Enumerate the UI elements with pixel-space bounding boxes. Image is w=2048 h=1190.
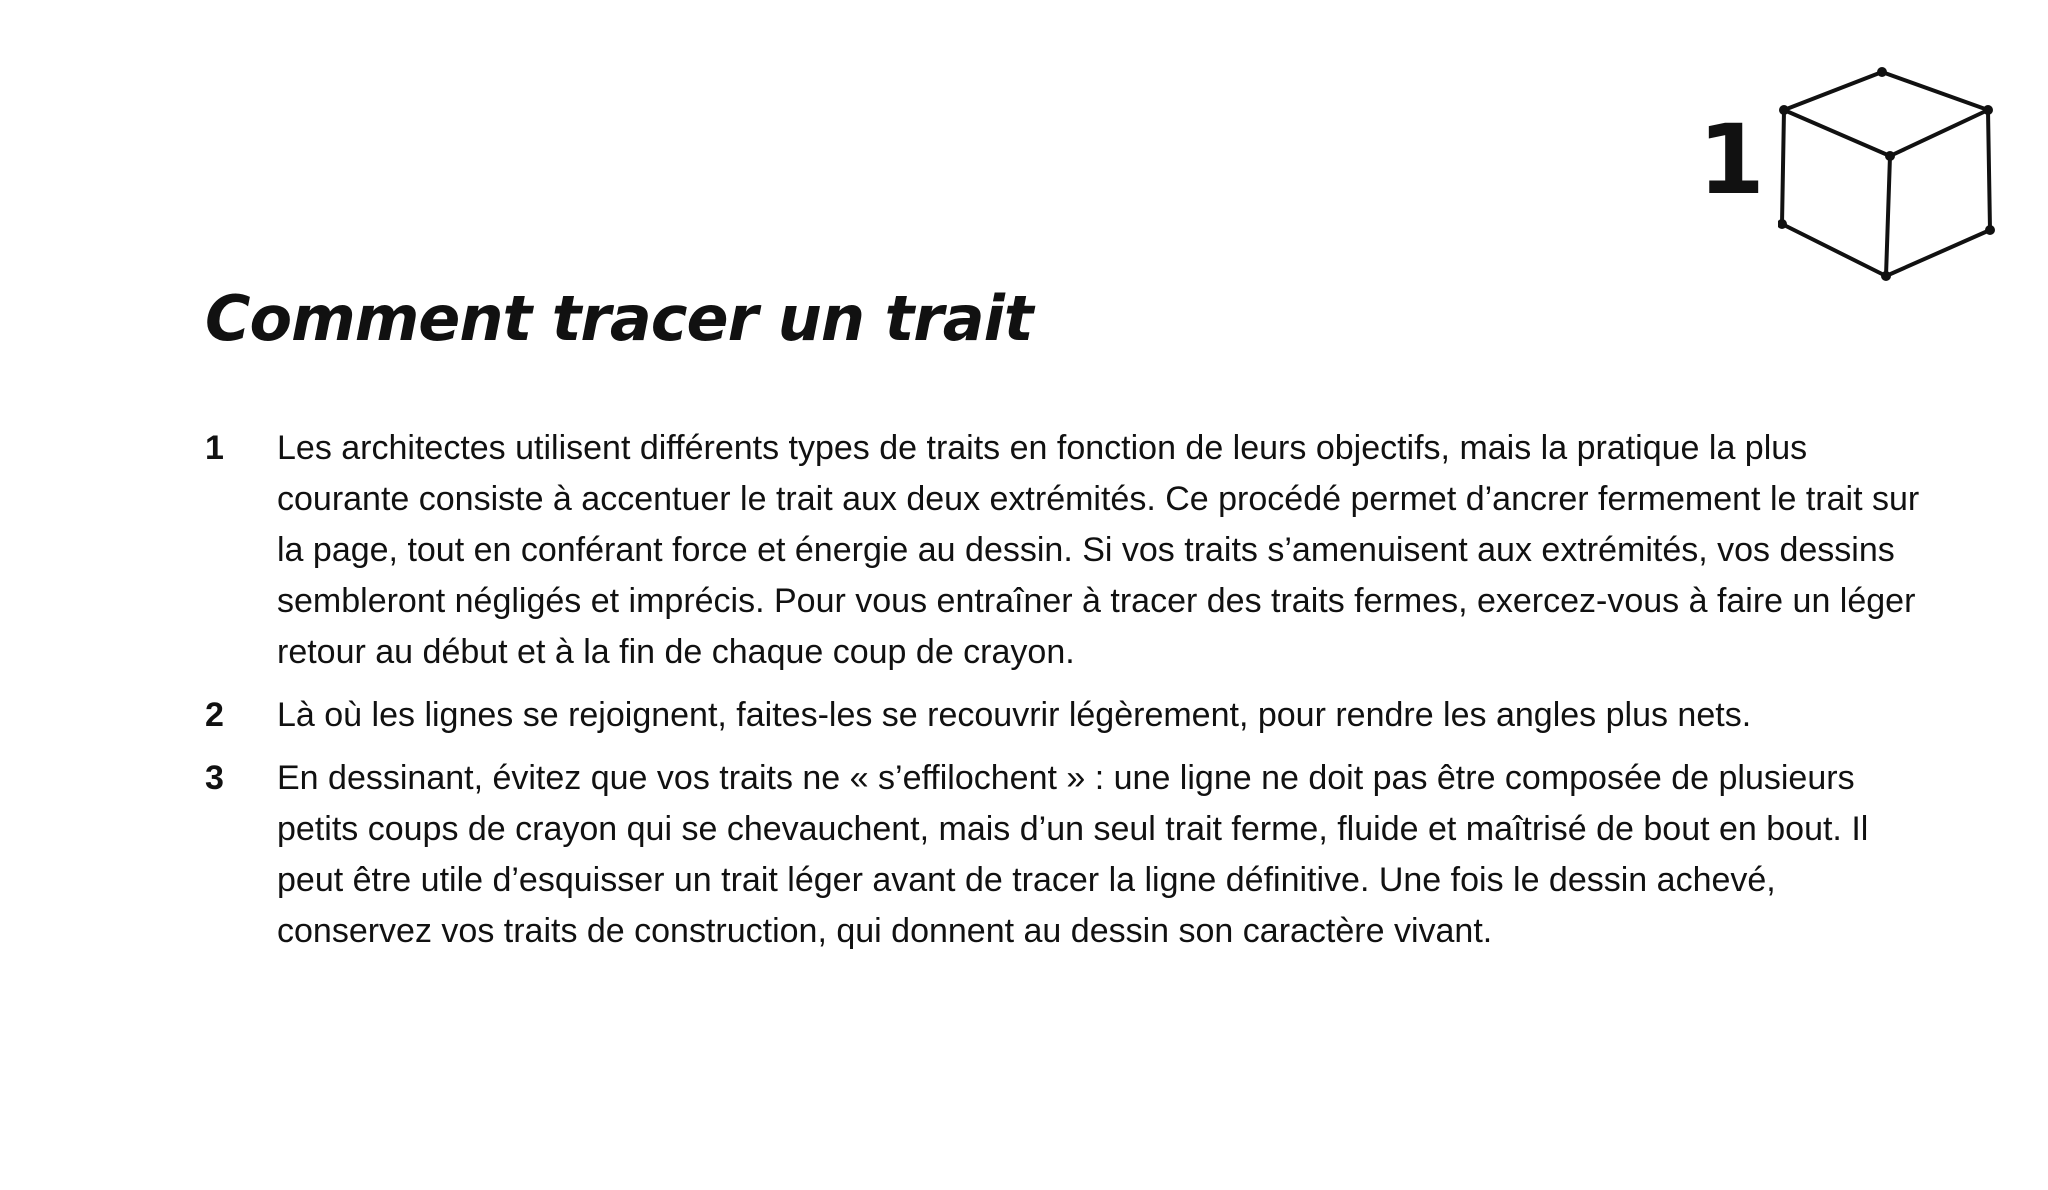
instruction-list: [205, 423, 1925, 969]
chapter-number: 1: [1698, 104, 1765, 216]
item-text: Les architectes utilisent différents types de traits en fonction de leurs objectifs, mais la pratique la plus courante consiste à accentuer le trait aux deux extrémités. Ce procédé permet d’ancrer fermement le trait sur la page, tout en conférant force et énergie au dessin. Si vos traits s’amenuisent aux extrémités, vos dessins sembleront négligés et imprécis. Pour vous entraîner à tracer des traits fermes, exercez-vous à faire un léger retour au début et à la fin de chaque coup de crayon.: [277, 429, 1920, 671]
item-text: Là où les lignes se rejoignent, faites-les se recouvrir légèrement, pour rendre les angles plus nets.: [277, 696, 1752, 734]
item-number: 2: [205, 696, 224, 734]
instruction-item: [205, 423, 1925, 678]
item-number: 3: [205, 759, 224, 797]
page-title: Comment tracer un trait: [205, 282, 1033, 355]
instruction-item: [205, 690, 1925, 741]
cube-icon: [1778, 64, 2008, 284]
item-text: En dessinant, évitez que vos traits ne « s’effilochent » : une ligne ne doit pas être composée de plusieurs petits coups de crayon qui se chevauchent, mais d’un seul trait ferme, fluide et maîtrisé de bout en bout. Il peut être utile d’esquisser un trait léger avant de tracer la ligne définitive. Une fois le dessin achevé, conservez vos traits de construction, qui donnent au dessin son caractère vivant.: [277, 759, 1869, 950]
instruction-item: [205, 753, 1925, 957]
item-number: 1: [205, 429, 224, 467]
